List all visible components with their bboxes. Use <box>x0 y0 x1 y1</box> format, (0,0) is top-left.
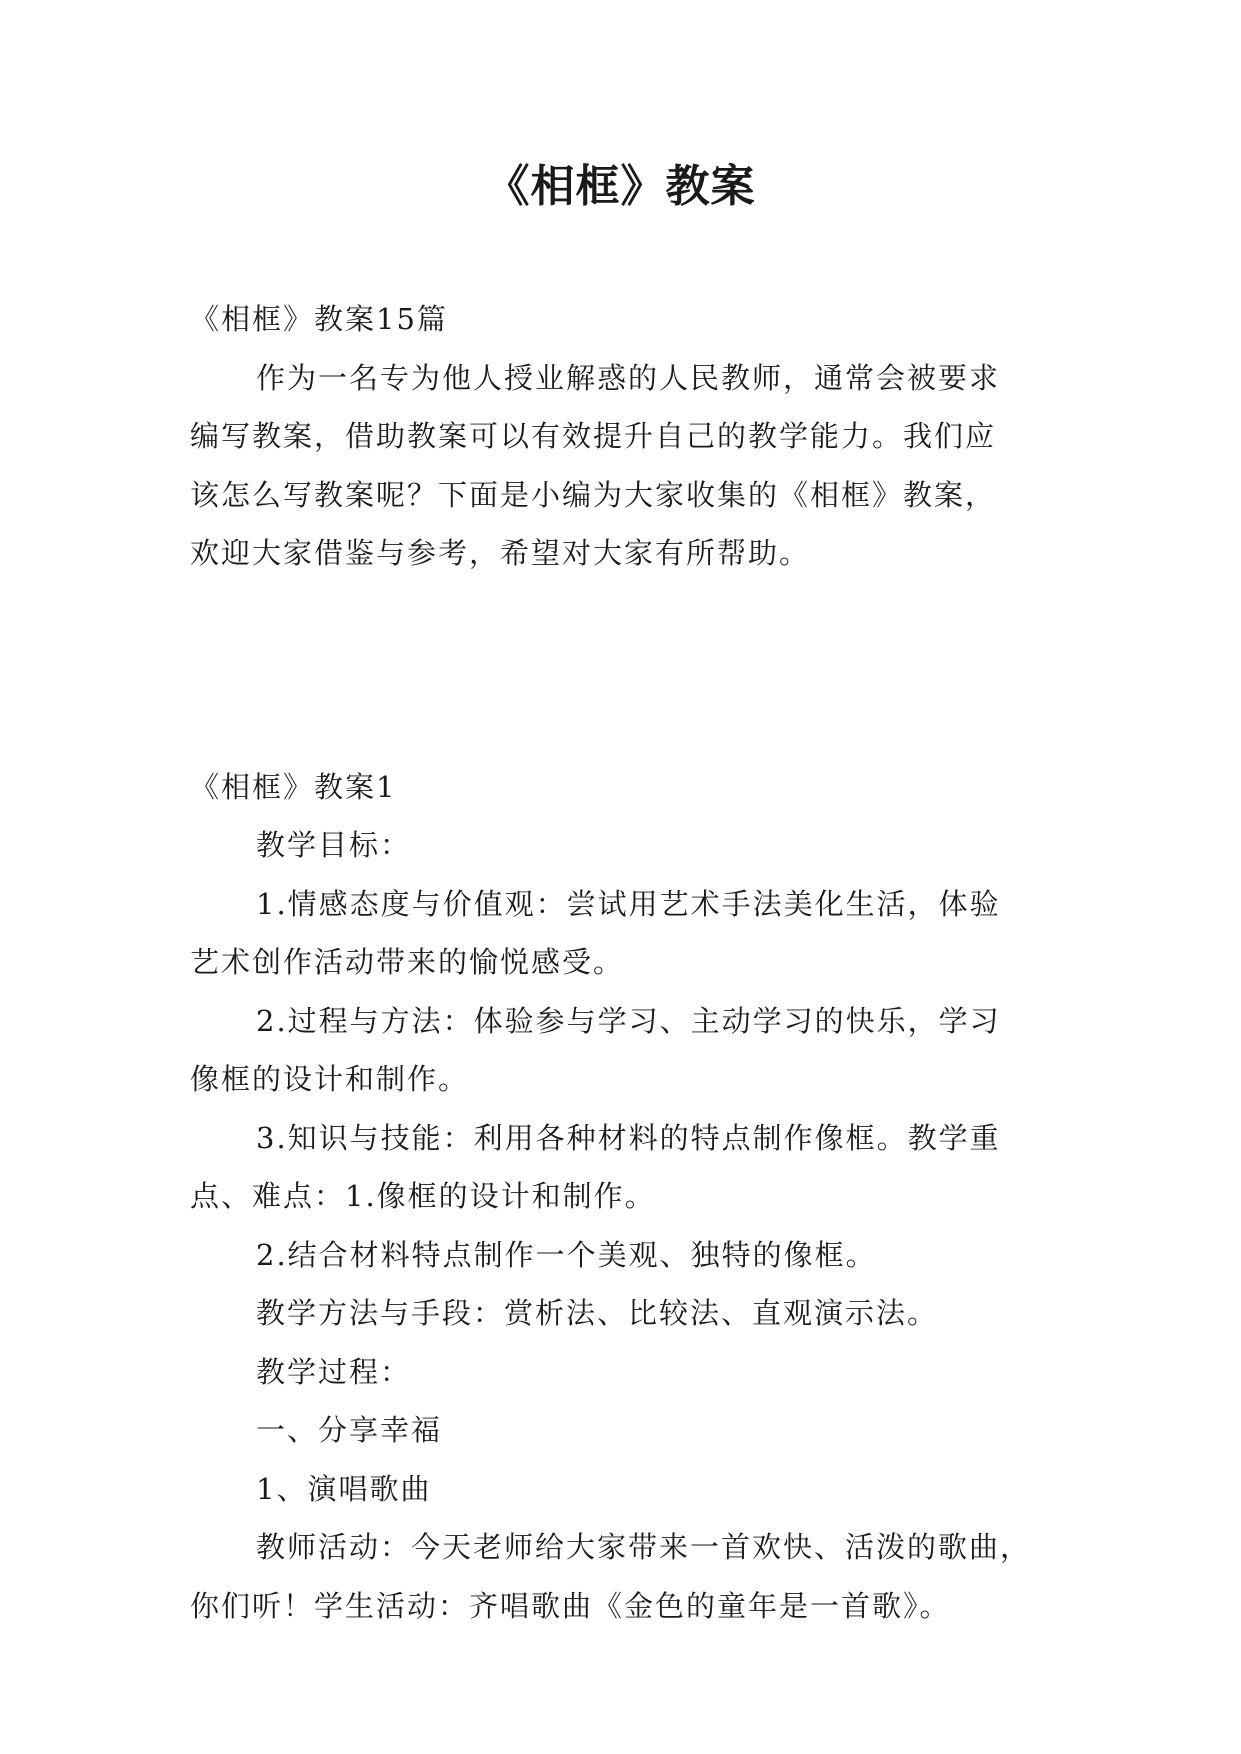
body-line: 3.知识与技能：利用各种材料的特点制作像框。教学重 <box>256 1120 1001 1155</box>
body-line: 教学目标： <box>256 828 412 862</box>
body-line: 2.结合材料特点制作一个美观、独特的像框。 <box>256 1237 877 1272</box>
intro-line: 编写教案，借助教案可以有效提升自己的教学能力。我们应 <box>190 419 997 453</box>
body-line: 教学过程： <box>256 1354 412 1389</box>
document-title: 《相框》教案 <box>485 161 756 212</box>
body-line: 像框的设计和制作。 <box>190 1062 470 1096</box>
body-line: 点、难点：1.像框的设计和制作。 <box>190 1179 656 1213</box>
body-line: 1.情感态度与价值观：尝试用艺术手法美化生活，体验 <box>256 886 1001 921</box>
body-line: 一、分享幸福 <box>256 1413 443 1447</box>
section-heading: 《相框》教案1 <box>190 769 397 804</box>
document-subtitle: 《相框》教案15篇 <box>190 302 448 336</box>
intro-line: 作为一名专为他人授业解惑的人民教师，通常会被要求 <box>256 360 1001 395</box>
body-line: 艺术创作活动带来的愉悦感受。 <box>190 945 625 979</box>
body-line: 你们听！学生活动：齐唱歌曲《金色的童年是一首歌》。 <box>190 1588 951 1623</box>
body-line: 教师活动：今天老师给大家带来一首欢快、活泼的歌曲， <box>256 1530 1032 1564</box>
body-line: 2.过程与方法：体验参与学习、主动学习的快乐，学习 <box>256 1003 1001 1038</box>
body-line: 1、演唱歌曲 <box>256 1471 432 1506</box>
body-line: 教学方法与手段：赏析法、比较法、直观演示法。 <box>256 1296 939 1330</box>
section-spacer <box>190 583 1070 758</box>
intro-line: 欢迎大家借鉴与参考，希望对大家有所帮助。 <box>190 536 811 570</box>
document-body <box>190 290 1070 1635</box>
intro-line: 该怎么写教案呢？下面是小编为大家收集的《相框》教案， <box>190 477 997 512</box>
